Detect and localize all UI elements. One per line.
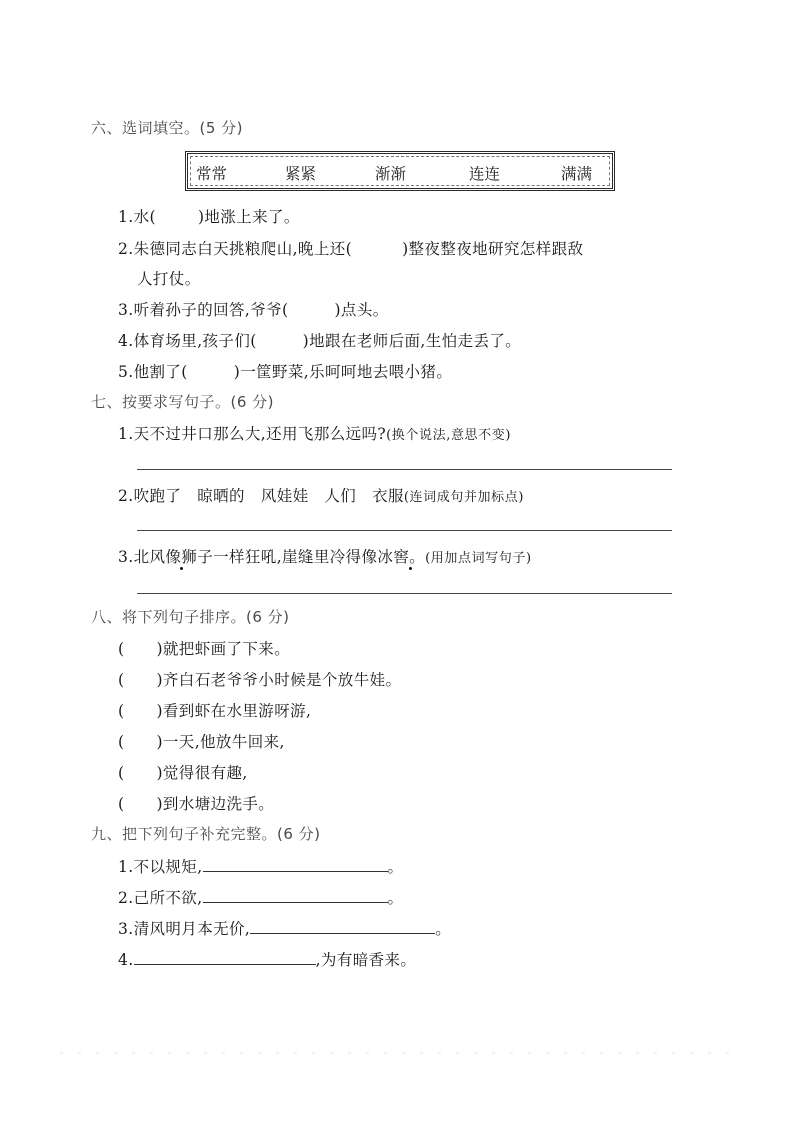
fill-item [118, 205, 300, 227]
order-text: 看到虾在水里游呀游, [162, 702, 312, 720]
emphasis-dot [409, 567, 412, 570]
answer-line[interactable] [137, 530, 672, 531]
item-text: )整夜整夜地研究怎样跟敌 [402, 240, 584, 258]
task-instruction: (换个说法,意思不变) [386, 428, 512, 443]
fill-item [118, 329, 521, 351]
item-text: 2.己所不欲, [118, 889, 203, 907]
sentence-task [118, 422, 511, 444]
item-text: )地跟在老师后面,生怕走丢了。 [302, 332, 522, 350]
section7-heading: 七、按要求写句子。(6 分) [91, 393, 275, 411]
task-text: 2.吹跑了 晾晒的 风娃娃 人们 衣服 [118, 487, 404, 505]
answer-blank[interactable] [134, 948, 316, 965]
word-bank-word: 紧紧 [285, 165, 317, 183]
order-paren-open[interactable]: ( [118, 733, 125, 751]
order-paren-open[interactable]: ( [118, 671, 125, 689]
item-text: 。 [387, 858, 404, 876]
task-text: 1.天不过井口那么大,还用飞那么远吗? [118, 425, 387, 443]
scan-artifact [60, 1052, 740, 1054]
item-text: 。 [435, 920, 452, 938]
task-instruction: (连词成句并加标点) [403, 490, 525, 505]
complete-item [118, 948, 416, 970]
task-instruction: (用加点词写句子) [425, 551, 532, 566]
order-text: 一天,他放牛回来, [162, 733, 285, 751]
item-text: )点头。 [334, 301, 389, 319]
order-paren-close[interactable]: ) [156, 764, 163, 782]
word-bank-word: 渐渐 [375, 165, 407, 183]
item-text: ,为有暗香来。 [315, 951, 417, 969]
order-text: 觉得很有趣, [162, 764, 248, 782]
complete-item [118, 917, 451, 939]
section8-heading: 八、将下列句子排序。(6 分) [91, 608, 290, 626]
order-paren-open[interactable]: ( [118, 640, 125, 658]
section9-heading: 九、把下列句子补充完整。(6 分) [91, 825, 321, 843]
word-bank-word: 满满 [561, 165, 593, 183]
section6-heading: 六、选词填空。(5 分) [91, 119, 244, 137]
order-text: 到水塘边洗手。 [162, 795, 275, 813]
answer-blank[interactable] [250, 917, 435, 934]
fill-item-continuation: 人打仗。 [137, 270, 201, 288]
word-bank-word: 常常 [196, 165, 228, 183]
item-text: 4.体育场里,孩子们( [118, 332, 257, 350]
order-text: 就把虾画了下来。 [162, 640, 291, 658]
order-item [118, 668, 401, 690]
order-item [118, 637, 290, 659]
fill-item [118, 298, 389, 320]
item-text: 。 [387, 889, 404, 907]
fill-item [118, 237, 583, 259]
order-paren-open[interactable]: ( [118, 764, 125, 782]
item-text: 4. [118, 951, 134, 969]
word-bank-word: 连连 [469, 165, 501, 183]
item-text: 3.清风明月本无价, [118, 920, 251, 938]
order-paren-close[interactable]: ) [156, 640, 163, 658]
order-paren-open[interactable]: ( [118, 702, 125, 720]
answer-blank[interactable] [203, 855, 388, 872]
order-paren-close[interactable]: ) [156, 795, 163, 813]
order-item [118, 730, 285, 752]
order-text: 齐白石老爷爷小时候是个放牛娃。 [162, 671, 402, 689]
order-paren-close[interactable]: ) [156, 733, 163, 751]
order-paren-close[interactable]: ) [156, 671, 163, 689]
emphasis-dot [180, 567, 183, 570]
answer-blank[interactable] [203, 886, 388, 903]
complete-item [118, 855, 403, 877]
item-text: 3.听着孙子的回答,爷爷( [118, 301, 289, 319]
order-item [118, 761, 248, 783]
item-text: 2.朱德同志白天挑粮爬山,晚上还( [118, 240, 353, 258]
word-bank-box [185, 151, 615, 191]
answer-line[interactable] [137, 469, 672, 470]
sentence-task [118, 545, 532, 567]
order-paren-close[interactable]: ) [156, 702, 163, 720]
answer-line[interactable] [137, 593, 672, 594]
item-text: )一筐野菜,乐呵呵地去喂小猪。 [233, 363, 453, 381]
item-text: 1.不以规矩, [118, 858, 203, 876]
item-text: 1.水( [118, 208, 156, 226]
item-text: 5.他割了( [118, 363, 188, 381]
task-text: 3.北风像狮子一样狂吼,崖缝里冷得像冰窖。 [118, 548, 426, 566]
item-text: )地涨上来了。 [197, 208, 300, 226]
complete-item [118, 886, 403, 908]
sentence-task [118, 484, 524, 506]
order-item [118, 792, 274, 814]
order-paren-open[interactable]: ( [118, 795, 125, 813]
order-item [118, 699, 311, 721]
fill-item [118, 360, 452, 382]
